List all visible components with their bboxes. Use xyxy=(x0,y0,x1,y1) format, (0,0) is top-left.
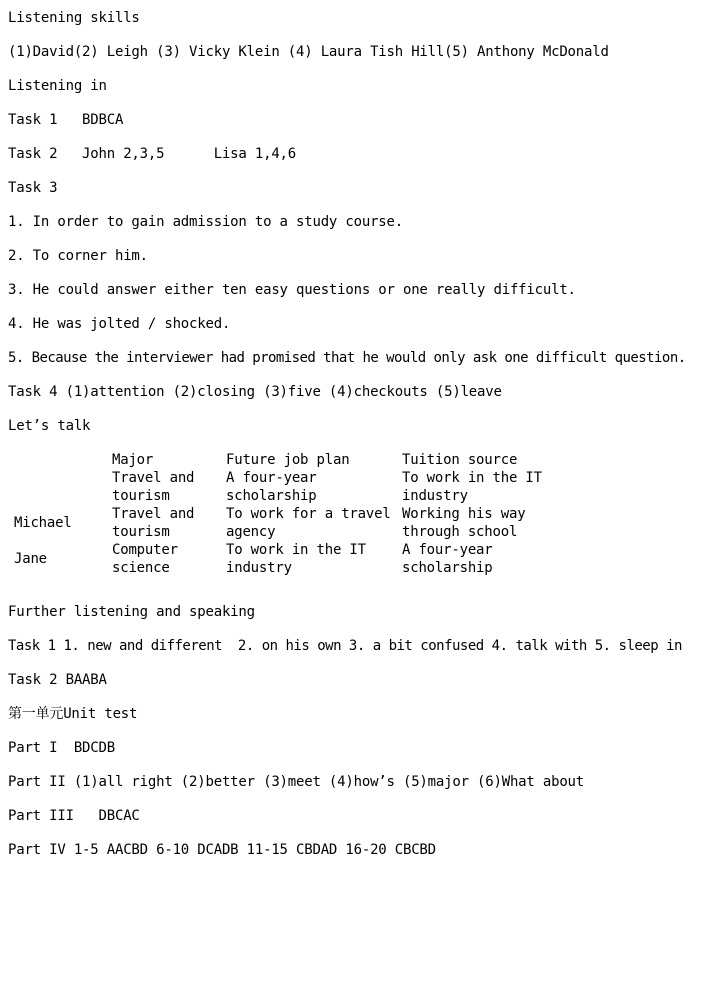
table-cell-name: Jane xyxy=(14,551,47,567)
cell-text: industry xyxy=(402,488,468,504)
answer-line: Task 3 xyxy=(8,180,58,196)
cell-text: A four-year xyxy=(226,470,317,486)
cell-text: Computer xyxy=(112,542,178,558)
answer-line: Part II (1)all right (2)better (3)meet (4)how’s (5)major (6)What about xyxy=(8,774,585,790)
cell-text: science xyxy=(112,560,170,576)
table-cell-plan xyxy=(222,469,398,505)
table-cell-major xyxy=(108,541,222,577)
table-row xyxy=(12,505,588,541)
cell-text: Working his way xyxy=(402,506,526,522)
cell-text: scholarship xyxy=(402,560,493,576)
table-cell-tuition xyxy=(398,505,588,541)
table-header-cell: Tuition source xyxy=(402,452,518,468)
cell-text: tourism xyxy=(112,488,170,504)
table-cell-major xyxy=(108,469,222,505)
cell-text: Travel and xyxy=(112,470,195,486)
answer-line: Part I BDCDB xyxy=(8,740,115,756)
section-heading-lets-talk: Let’s talk xyxy=(8,418,91,434)
cell-text: industry xyxy=(226,560,292,576)
cell-text: through school xyxy=(402,524,518,540)
answer-line: Part III DBCAC xyxy=(8,808,140,824)
table-header-cell: Major xyxy=(112,452,154,468)
cell-text: scholarship xyxy=(226,488,317,504)
answer-line: 4. He was jolted / shocked. xyxy=(8,316,231,332)
lets-talk-table xyxy=(12,451,588,577)
table-cell-plan xyxy=(222,505,398,541)
table-header-cell xyxy=(12,451,108,469)
section-heading-listening-in: Listening in xyxy=(8,78,107,94)
section-heading-listening-skills: Listening skills xyxy=(8,10,140,26)
section-heading-unit-test: 第一单元Unit test xyxy=(8,706,138,722)
cell-text: To work in the IT xyxy=(226,542,366,558)
answer-line: 3. He could answer either ten easy questions or one really difficult. xyxy=(8,282,576,298)
answer-line: Part IV 1-5 AACBD 6-10 DCADB 11-15 CBDAD 16-20 CBCBD xyxy=(8,842,436,858)
table-cell-name xyxy=(12,469,108,505)
cell-text: To work in the IT xyxy=(402,470,542,486)
section-heading-further-listening: Further listening and speaking xyxy=(8,604,255,620)
table-cell-plan xyxy=(222,541,398,577)
cell-text: tourism xyxy=(112,524,170,540)
table-header-cell: Future job plan xyxy=(226,452,350,468)
table-cell-major xyxy=(108,505,222,541)
answer-line: Task 1 BDBCA xyxy=(8,112,124,128)
answer-line: Task 1 1. new and different 2. on his own 3. a bit confused 4. talk with 5. sleep in xyxy=(8,638,682,654)
table-cell-tuition xyxy=(398,469,588,505)
answer-line: 5. Because the interviewer had promised that he would only ask one difficult question. xyxy=(8,350,686,366)
table-row xyxy=(12,541,588,577)
answer-line: Task 2 BAABA xyxy=(8,672,107,688)
cell-text: To work for a travel xyxy=(226,506,391,522)
cell-text: Travel and xyxy=(112,506,195,522)
answer-line: 2. To corner him. xyxy=(8,248,148,264)
cell-text: A four-year xyxy=(402,542,493,558)
table-header-row xyxy=(12,451,588,469)
cell-text: agency xyxy=(226,524,276,540)
table-cell-tuition xyxy=(398,541,588,577)
answer-line: (1)David(2) Leigh (3) Vicky Klein (4) Laura Tish Hill(5) Anthony McDonald xyxy=(8,44,609,60)
answer-line: 1. In order to gain admission to a study course. xyxy=(8,214,403,230)
answer-line: Task 2 John 2,3,5 Lisa 1,4,6 xyxy=(8,146,297,162)
table-row xyxy=(12,469,588,505)
answer-line: Task 4 (1)attention (2)closing (3)five (4)checkouts (5)leave xyxy=(8,384,502,400)
table-cell-name: Michael xyxy=(14,515,72,531)
